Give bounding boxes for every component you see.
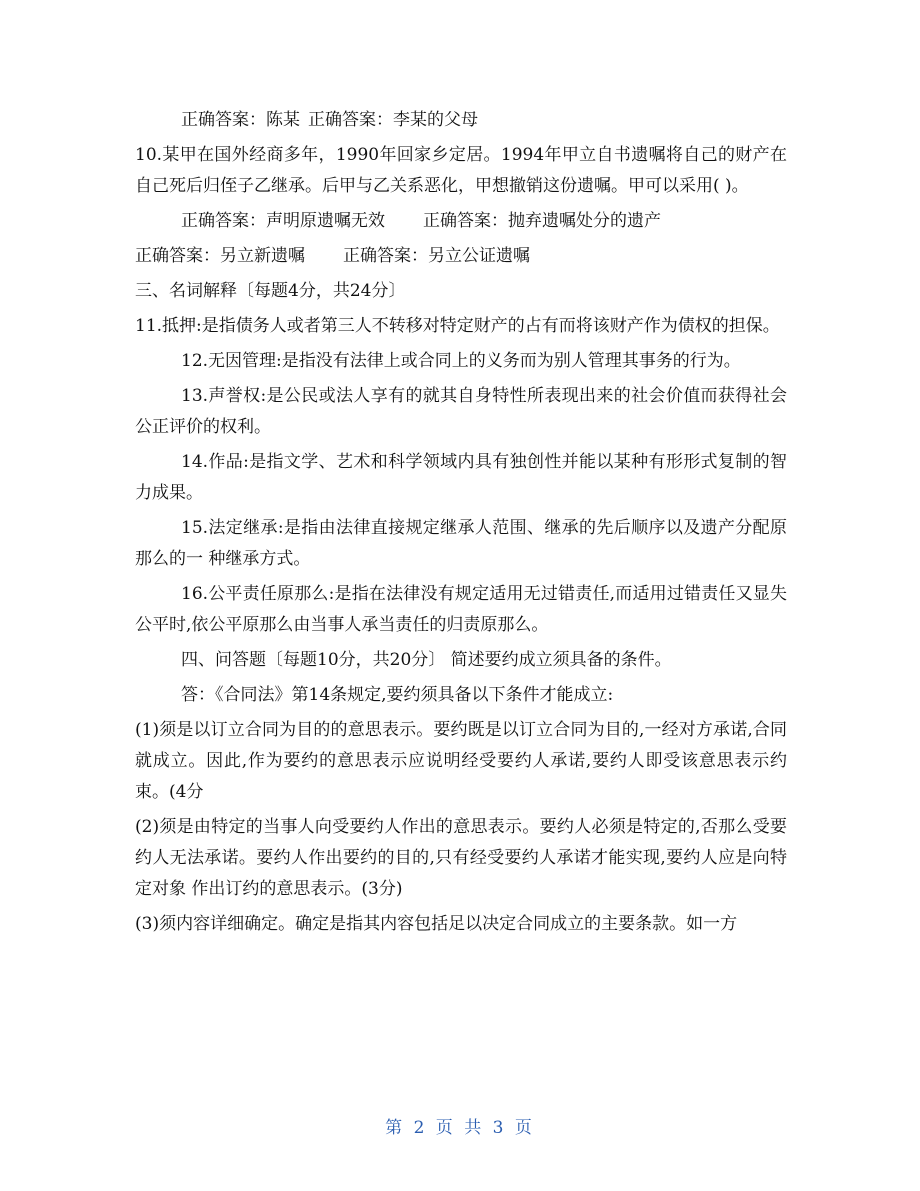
term-16: 16.公平责任原那么:是指在法律没有规定适用无过错责任,而适用过错责任又显失公平时,依公平原那么由当事人承当责任的归责原那么。 bbox=[135, 584, 787, 635]
answer-intro: 答：《合同法》第14条规定,要约须具备以下条件才能成立: bbox=[181, 685, 614, 705]
term-13: 13.声誉权:是公民或法人享有的就其自身特性所表现出来的社会价值而获得社会公正评价的权利。 bbox=[135, 386, 787, 437]
term-11: 11.抵押:是指债务人或者第三人不转移对特定财产的占有而将该财产作为债权的担保。 bbox=[135, 316, 780, 336]
document-body bbox=[135, 105, 787, 944]
section-4-heading: 四、问答题〔每题10分，共20分〕 简述要约成立须具备的条件。 bbox=[181, 650, 672, 670]
answer-9a: 正确答案：陈某 bbox=[181, 110, 300, 130]
question-10: 10.某甲在国外经商多年，1990年回家乡定居。1994年甲立自书遗嘱将自己的财产在自己死后归侄子乙继承。后甲与乙关系恶化，甲想撤销这份遗嘱。甲可以采用( )。 bbox=[135, 145, 787, 196]
answer-10c: 正确答案：另立新遗嘱 bbox=[135, 246, 305, 266]
answer-10a: 正确答案：声明原遗嘱无效 bbox=[181, 211, 385, 231]
answer-line-9 bbox=[135, 105, 787, 136]
term-15: 15.法定继承:是指由法律直接规定继承人范围、继承的先后顺序以及遗产分配原那么的一 种继承方式。 bbox=[135, 518, 787, 569]
section-3-heading: 三、名词解释〔每题4分，共24分〕 bbox=[135, 281, 406, 301]
answer-10b: 正确答案：抛弃遗嘱处分的遗产 bbox=[423, 211, 661, 231]
condition-2: (2)须是由特定的当事人向受要约人作出的意思表示。要约人必须是特定的,否那么受要约人无法承诺。要约人作出要约的目的,只有经受要约人承诺才能实现,要约人应是向特定对象 作出订约的意思表示。(3分) bbox=[135, 817, 787, 899]
page-footer: 第 2 页 共 3 页 bbox=[385, 1118, 535, 1138]
term-12: 12.无因管理:是指没有法律上或合同上的义务而为别人管理其事务的行为。 bbox=[181, 351, 741, 371]
answer-9b: 正确答案：李某的父母 bbox=[308, 110, 478, 130]
condition-1: (1)须是以订立合同为目的的意思表示。要约既是以订立合同为目的,一经对方承诺,合同就成立。因此,作为要约的意思表示应说明经受要约人承诺,要约人即受该意思表示约束。(4分 bbox=[135, 720, 787, 802]
condition-3: (3)须内容详细确定。确定是指其内容包括足以决定合同成立的主要条款。如一方 bbox=[135, 914, 738, 934]
term-14: 14.作品:是指文学、艺术和科学领域内具有独创性并能以某种有形形式复制的智力成果。 bbox=[135, 452, 787, 503]
answer-10d: 正确答案：另立公证遗嘱 bbox=[343, 246, 530, 266]
answer-line-10a bbox=[135, 206, 787, 237]
answer-line-10b bbox=[135, 241, 787, 272]
